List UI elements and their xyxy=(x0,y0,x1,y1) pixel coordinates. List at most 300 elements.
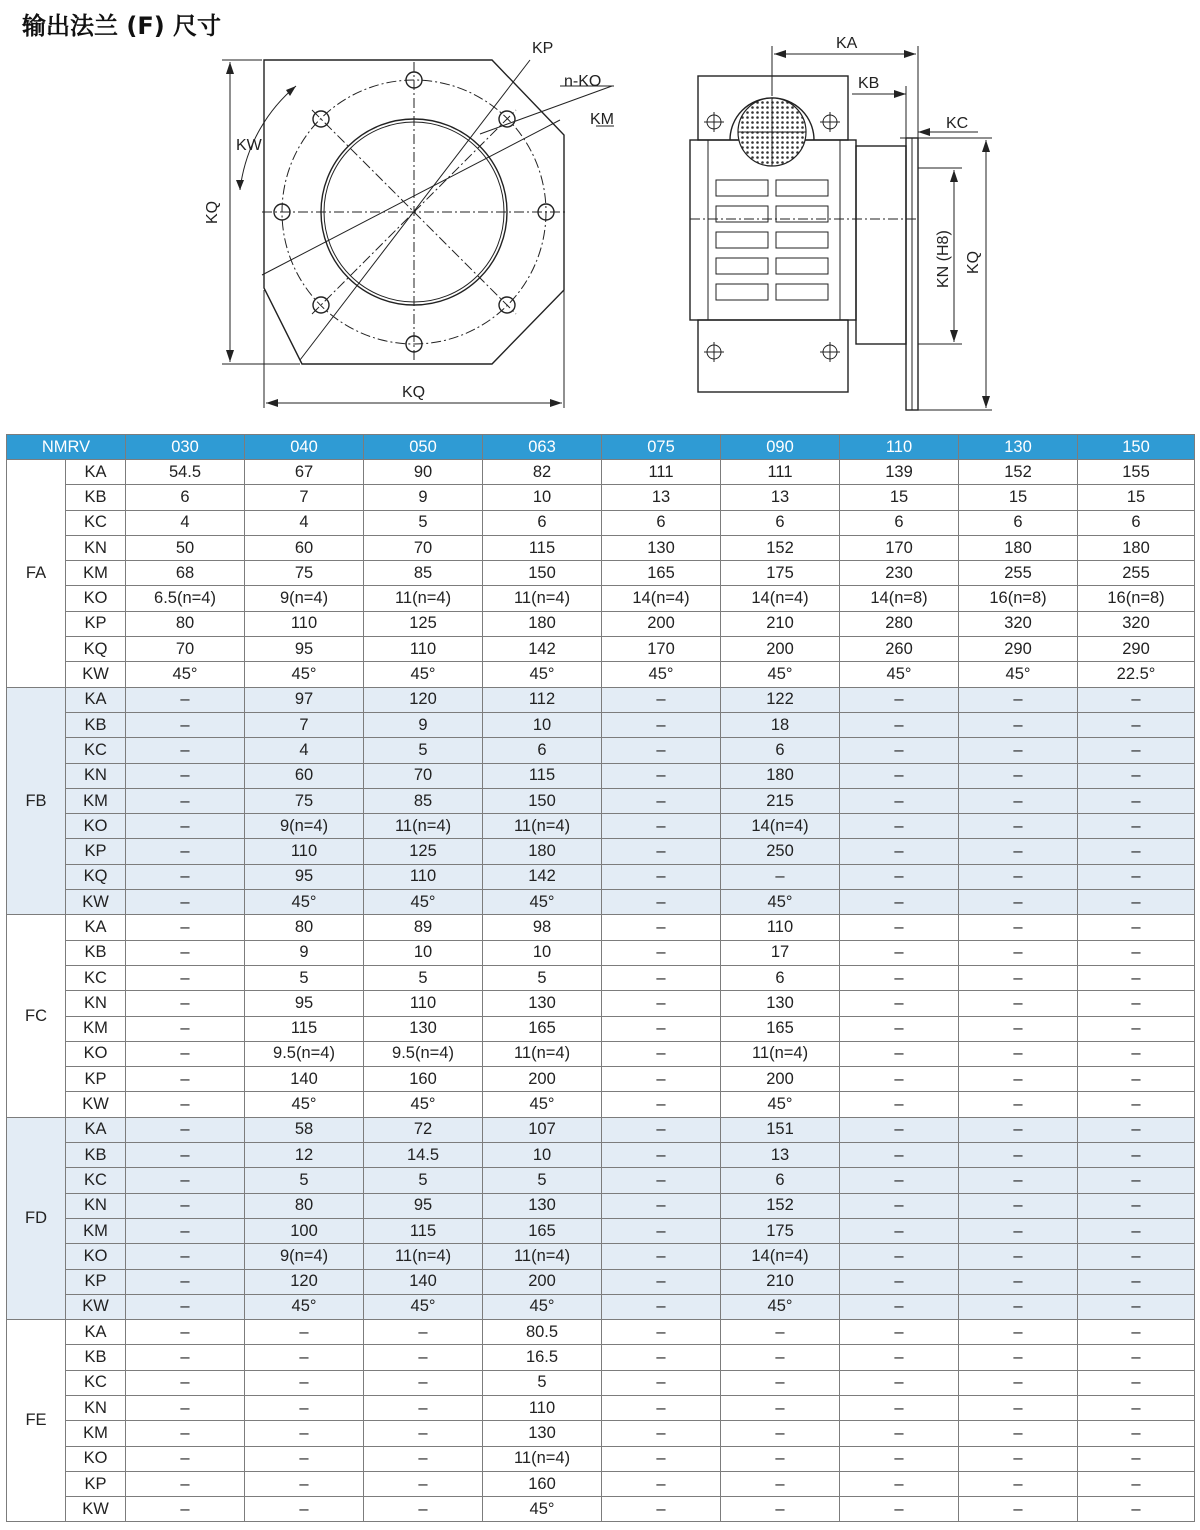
table-cell: 6 xyxy=(126,485,245,510)
table-cell: – xyxy=(126,1041,245,1066)
table-cell: – xyxy=(959,940,1078,965)
table-row xyxy=(7,991,1195,1016)
table-cell: 120 xyxy=(364,687,483,712)
table-cell: 320 xyxy=(1078,611,1195,636)
table-cell: – xyxy=(840,940,959,965)
table-row xyxy=(7,890,1195,915)
table-cell: 45° xyxy=(126,662,245,687)
table-cell: – xyxy=(840,687,959,712)
table-cell: – xyxy=(840,738,959,763)
table-cell: 14(n=4) xyxy=(721,586,840,611)
table-cell: – xyxy=(840,965,959,990)
table-cell: 15 xyxy=(1078,485,1195,510)
table-cell: 110 xyxy=(245,839,364,864)
dimension-label: KP xyxy=(66,839,126,864)
dimension-label: KO xyxy=(66,1446,126,1471)
table-cell: 10 xyxy=(483,485,602,510)
table-cell: – xyxy=(126,1370,245,1395)
table-cell: 7 xyxy=(245,485,364,510)
table-cell: 165 xyxy=(721,1016,840,1041)
table-cell: – xyxy=(602,1421,721,1446)
table-cell: 16.5 xyxy=(483,1345,602,1370)
table-cell: 60 xyxy=(245,763,364,788)
table-cell: 72 xyxy=(364,1117,483,1142)
table-cell: 165 xyxy=(602,561,721,586)
table-cell: 230 xyxy=(840,561,959,586)
table-cell: – xyxy=(602,1395,721,1420)
table-cell: 5 xyxy=(364,510,483,535)
table-cell: – xyxy=(602,814,721,839)
table-cell: 13 xyxy=(721,485,840,510)
label-n-ko: n-KO xyxy=(564,73,602,90)
header-size-040: 040 xyxy=(245,435,364,460)
table-cell: – xyxy=(602,965,721,990)
table-cell: 150 xyxy=(483,788,602,813)
table-cell: – xyxy=(721,1421,840,1446)
table-cell: – xyxy=(126,1269,245,1294)
table-cell: – xyxy=(1078,1421,1195,1446)
table-cell: – xyxy=(1078,1244,1195,1269)
dimension-label: KW xyxy=(66,662,126,687)
table-cell: 4 xyxy=(245,510,364,535)
table-cell: – xyxy=(840,712,959,737)
table-cell: – xyxy=(959,1370,1078,1395)
table-row xyxy=(7,915,1195,940)
flange-type-fc: FC xyxy=(7,915,66,1117)
table-cell: 115 xyxy=(483,763,602,788)
table-cell: 142 xyxy=(483,637,602,662)
table-cell: 5 xyxy=(245,1168,364,1193)
table-row xyxy=(7,864,1195,889)
table-cell: 4 xyxy=(126,510,245,535)
table-cell: – xyxy=(1078,1092,1195,1117)
dimension-label: KC xyxy=(66,738,126,763)
table-cell: 16(n=8) xyxy=(959,586,1078,611)
table-cell: 5 xyxy=(364,738,483,763)
table-cell: 14(n=4) xyxy=(721,814,840,839)
table-cell: 60 xyxy=(245,535,364,560)
table-cell: – xyxy=(602,1143,721,1168)
table-cell: 45° xyxy=(721,1294,840,1319)
table-cell: – xyxy=(1078,1067,1195,1092)
table-cell: – xyxy=(1078,1143,1195,1168)
table-cell: – xyxy=(364,1497,483,1522)
table-cell: – xyxy=(840,1370,959,1395)
table-cell: – xyxy=(1078,788,1195,813)
dimension-label: KB xyxy=(66,1345,126,1370)
table-cell: – xyxy=(721,1345,840,1370)
table-cell: 115 xyxy=(245,1016,364,1041)
header-size-130: 130 xyxy=(959,435,1078,460)
table-row xyxy=(7,1218,1195,1243)
dimension-label: KB xyxy=(66,940,126,965)
table-cell: – xyxy=(959,738,1078,763)
table-cell: – xyxy=(840,763,959,788)
table-cell: 9.5(n=4) xyxy=(364,1041,483,1066)
dimension-label: KQ xyxy=(66,637,126,662)
table-cell: – xyxy=(1078,1218,1195,1243)
table-cell: – xyxy=(840,1421,959,1446)
table-cell: – xyxy=(1078,814,1195,839)
table-cell: 45° xyxy=(721,1092,840,1117)
table-cell: 6 xyxy=(721,738,840,763)
table-cell: 255 xyxy=(959,561,1078,586)
table-cell: – xyxy=(126,814,245,839)
table-cell: 122 xyxy=(721,687,840,712)
table-cell: 98 xyxy=(483,915,602,940)
table-cell: – xyxy=(126,1294,245,1319)
table-cell: – xyxy=(364,1345,483,1370)
label-kn-h8: KN (H8) xyxy=(935,230,952,288)
table-cell: 45° xyxy=(364,890,483,915)
flange-type-fb: FB xyxy=(7,687,66,915)
table-cell: 13 xyxy=(721,1143,840,1168)
label-kp: KP xyxy=(532,40,554,57)
table-cell: 95 xyxy=(245,991,364,1016)
label-ka: KA xyxy=(836,36,858,52)
table-row xyxy=(7,1193,1195,1218)
table-cell: – xyxy=(1078,991,1195,1016)
table-cell: – xyxy=(126,1067,245,1092)
table-cell: 6 xyxy=(840,510,959,535)
table-cell: – xyxy=(126,965,245,990)
table-cell: – xyxy=(959,1117,1078,1142)
table-cell: 6 xyxy=(602,510,721,535)
table-cell: – xyxy=(959,1218,1078,1243)
table-cell: – xyxy=(840,1016,959,1041)
table-cell: 14(n=8) xyxy=(840,586,959,611)
table-cell: – xyxy=(959,864,1078,889)
table-row xyxy=(7,1320,1195,1345)
flange-front-view xyxy=(204,40,614,408)
table-cell: – xyxy=(1078,1395,1195,1420)
table-cell: – xyxy=(1078,763,1195,788)
table-cell: 80 xyxy=(245,915,364,940)
table-cell: – xyxy=(126,1395,245,1420)
table-cell: 5 xyxy=(364,965,483,990)
dimension-label: KM xyxy=(66,788,126,813)
table-cell: 111 xyxy=(721,460,840,485)
header-size-090: 090 xyxy=(721,435,840,460)
table-cell: 130 xyxy=(483,1421,602,1446)
table-cell: – xyxy=(1078,1320,1195,1345)
table-cell: – xyxy=(959,1193,1078,1218)
table-cell: 170 xyxy=(602,637,721,662)
table-cell: 200 xyxy=(721,1067,840,1092)
table-cell: 5 xyxy=(483,1370,602,1395)
dimension-label: KC xyxy=(66,1370,126,1395)
dimension-label: KA xyxy=(66,1117,126,1142)
table-cell: 10 xyxy=(364,940,483,965)
dimension-label: KP xyxy=(66,1269,126,1294)
table-cell: – xyxy=(245,1421,364,1446)
table-cell: – xyxy=(959,1244,1078,1269)
table-cell: – xyxy=(1078,1345,1195,1370)
table-cell: 14.5 xyxy=(364,1143,483,1168)
table-cell: 6 xyxy=(1078,510,1195,535)
table-row xyxy=(7,1168,1195,1193)
table-row xyxy=(7,1345,1195,1370)
table-cell: – xyxy=(364,1471,483,1496)
table-cell: – xyxy=(602,1345,721,1370)
table-cell: – xyxy=(840,1168,959,1193)
table-cell: – xyxy=(245,1345,364,1370)
table-cell: 125 xyxy=(364,839,483,864)
dimension-label: KB xyxy=(66,1143,126,1168)
table-cell: 13 xyxy=(602,485,721,510)
table-cell: – xyxy=(1078,915,1195,940)
table-cell: 54.5 xyxy=(126,460,245,485)
table-cell: – xyxy=(602,1446,721,1471)
table-row xyxy=(7,1471,1195,1496)
table-cell: – xyxy=(602,687,721,712)
table-cell: – xyxy=(126,940,245,965)
table-cell: 110 xyxy=(483,1395,602,1420)
table-cell: – xyxy=(721,1497,840,1522)
table-row xyxy=(7,1294,1195,1319)
table-cell: – xyxy=(1078,1016,1195,1041)
table-cell: – xyxy=(602,1117,721,1142)
table-cell: – xyxy=(840,1446,959,1471)
table-cell: – xyxy=(602,839,721,864)
table-cell: 45° xyxy=(364,1092,483,1117)
table-cell: 10 xyxy=(483,712,602,737)
table-cell: – xyxy=(840,1117,959,1142)
table-cell: 95 xyxy=(245,864,364,889)
table-cell: 110 xyxy=(721,915,840,940)
table-cell: – xyxy=(602,1370,721,1395)
table-cell: 9(n=4) xyxy=(245,586,364,611)
label-kb: KB xyxy=(858,75,880,92)
table-cell: 18 xyxy=(721,712,840,737)
table-cell: 180 xyxy=(959,535,1078,560)
table-cell: – xyxy=(1078,1193,1195,1218)
table-row xyxy=(7,1016,1195,1041)
table-cell: – xyxy=(721,1370,840,1395)
table-cell: 125 xyxy=(364,611,483,636)
table-cell: 11(n=4) xyxy=(483,1446,602,1471)
table-cell: – xyxy=(959,1471,1078,1496)
table-cell: 10 xyxy=(483,940,602,965)
table-cell: – xyxy=(602,1168,721,1193)
table-cell: – xyxy=(126,991,245,1016)
table-row xyxy=(7,1067,1195,1092)
table-cell: 45° xyxy=(483,1497,602,1522)
dimension-label: KW xyxy=(66,890,126,915)
table-cell: – xyxy=(959,1016,1078,1041)
header-size-050: 050 xyxy=(364,435,483,460)
table-row xyxy=(7,763,1195,788)
table-cell: 17 xyxy=(721,940,840,965)
table-cell: 15 xyxy=(959,485,1078,510)
dimension-label: KO xyxy=(66,814,126,839)
table-row xyxy=(7,460,1195,485)
table-cell: 260 xyxy=(840,637,959,662)
flange-dimension-table xyxy=(6,434,1195,1522)
table-cell: 45° xyxy=(364,1294,483,1319)
table-cell: 139 xyxy=(840,460,959,485)
table-cell: 50 xyxy=(126,535,245,560)
table-cell: 130 xyxy=(483,1193,602,1218)
table-row xyxy=(7,535,1195,560)
table-cell: – xyxy=(602,738,721,763)
dimension-label: KM xyxy=(66,1421,126,1446)
flange-dimension-drawings xyxy=(0,36,1200,416)
table-cell: – xyxy=(840,814,959,839)
table-row xyxy=(7,940,1195,965)
table-row xyxy=(7,1370,1195,1395)
table-cell: – xyxy=(602,940,721,965)
table-cell: – xyxy=(602,1320,721,1345)
table-cell: – xyxy=(959,1294,1078,1319)
table-row xyxy=(7,1092,1195,1117)
table-cell: – xyxy=(959,814,1078,839)
table-cell: 12 xyxy=(245,1143,364,1168)
dimension-label: KP xyxy=(66,611,126,636)
table-cell: 255 xyxy=(1078,561,1195,586)
header-size-075: 075 xyxy=(602,435,721,460)
table-cell: 45° xyxy=(245,890,364,915)
table-cell: – xyxy=(364,1370,483,1395)
table-cell: – xyxy=(602,1067,721,1092)
table-cell: 58 xyxy=(245,1117,364,1142)
table-cell: 112 xyxy=(483,687,602,712)
table-cell: 115 xyxy=(483,535,602,560)
table-cell: 165 xyxy=(483,1218,602,1243)
table-cell: 111 xyxy=(602,460,721,485)
table-cell: 165 xyxy=(483,1016,602,1041)
table-row xyxy=(7,662,1195,687)
table-cell: – xyxy=(126,1143,245,1168)
table-cell: 6 xyxy=(721,510,840,535)
table-cell: – xyxy=(840,839,959,864)
table-cell: 80 xyxy=(245,1193,364,1218)
table-row xyxy=(7,1269,1195,1294)
table-cell: 6 xyxy=(959,510,1078,535)
table-cell: – xyxy=(1078,864,1195,889)
table-cell: 11(n=4) xyxy=(483,1244,602,1269)
dimension-label: KP xyxy=(66,1067,126,1092)
table-cell: 200 xyxy=(483,1269,602,1294)
table-cell: – xyxy=(959,788,1078,813)
table-cell: – xyxy=(126,1016,245,1041)
table-cell: – xyxy=(959,1421,1078,1446)
table-cell: – xyxy=(126,1244,245,1269)
table-cell: 140 xyxy=(364,1269,483,1294)
table-cell: – xyxy=(602,763,721,788)
table-cell: – xyxy=(602,890,721,915)
table-cell: 89 xyxy=(364,915,483,940)
table-cell: – xyxy=(126,1218,245,1243)
page-title: 输出法兰 (F) 尺寸 xyxy=(22,12,222,40)
table-row xyxy=(7,510,1195,535)
header-size-150: 150 xyxy=(1078,435,1195,460)
table-row xyxy=(7,637,1195,662)
table-cell: 11(n=4) xyxy=(483,814,602,839)
table-row xyxy=(7,1446,1195,1471)
dimension-label: KN xyxy=(66,763,126,788)
table-cell: – xyxy=(840,1345,959,1370)
table-cell: 4 xyxy=(245,738,364,763)
table-cell: – xyxy=(245,1497,364,1522)
table-cell: – xyxy=(721,1446,840,1471)
table-cell: – xyxy=(245,1370,364,1395)
table-cell: – xyxy=(721,1320,840,1345)
table-cell: 160 xyxy=(483,1471,602,1496)
table-cell: 142 xyxy=(483,864,602,889)
table-cell: 107 xyxy=(483,1117,602,1142)
table-cell: – xyxy=(602,1016,721,1041)
table-cell: – xyxy=(840,1218,959,1243)
table-cell: – xyxy=(840,915,959,940)
label-kc: KC xyxy=(946,115,969,132)
table-cell: – xyxy=(840,1041,959,1066)
table-cell: 45° xyxy=(483,1092,602,1117)
table-cell: – xyxy=(126,864,245,889)
table-cell: – xyxy=(126,1320,245,1345)
table-cell: 6 xyxy=(483,510,602,535)
table-cell: 45° xyxy=(245,1294,364,1319)
table-cell: – xyxy=(126,738,245,763)
table-cell: – xyxy=(959,1143,1078,1168)
table-cell: – xyxy=(840,1471,959,1496)
table-cell: – xyxy=(126,1471,245,1496)
table-cell: 290 xyxy=(1078,637,1195,662)
table-cell: 7 xyxy=(245,712,364,737)
table-cell: – xyxy=(245,1395,364,1420)
table-cell: – xyxy=(602,1471,721,1496)
header-size-063: 063 xyxy=(483,435,602,460)
table-cell: 6 xyxy=(721,965,840,990)
table-cell: 11(n=4) xyxy=(483,586,602,611)
table-row xyxy=(7,965,1195,990)
table-cell: 70 xyxy=(126,637,245,662)
table-cell: 155 xyxy=(1078,460,1195,485)
table-cell: 45° xyxy=(483,662,602,687)
table-cell: 200 xyxy=(721,637,840,662)
table-row xyxy=(7,1421,1195,1446)
table-cell: 11(n=4) xyxy=(364,814,483,839)
table-cell: – xyxy=(126,712,245,737)
table-cell: 45° xyxy=(245,1092,364,1117)
table-cell: – xyxy=(602,1244,721,1269)
table-cell: – xyxy=(840,1244,959,1269)
table-cell: – xyxy=(1078,712,1195,737)
table-cell: 68 xyxy=(126,561,245,586)
dimension-label: KA xyxy=(66,687,126,712)
table-cell: – xyxy=(1078,1370,1195,1395)
table-cell: 280 xyxy=(840,611,959,636)
table-cell: 9(n=4) xyxy=(245,1244,364,1269)
table-cell: – xyxy=(1078,839,1195,864)
table-cell: 160 xyxy=(364,1067,483,1092)
table-cell: – xyxy=(245,1446,364,1471)
table-cell: 45° xyxy=(959,662,1078,687)
dimension-label: KC xyxy=(66,965,126,990)
label-kq-left: KQ xyxy=(204,200,221,224)
table-cell: 75 xyxy=(245,788,364,813)
table-cell: 45° xyxy=(364,662,483,687)
table-cell: 82 xyxy=(483,460,602,485)
table-cell: – xyxy=(959,890,1078,915)
table-cell: – xyxy=(1078,890,1195,915)
table-cell: – xyxy=(602,1294,721,1319)
table-cell: – xyxy=(840,1193,959,1218)
table-row xyxy=(7,485,1195,510)
table-cell: 175 xyxy=(721,561,840,586)
dimension-label: KM xyxy=(66,1218,126,1243)
table-cell: 45° xyxy=(602,662,721,687)
